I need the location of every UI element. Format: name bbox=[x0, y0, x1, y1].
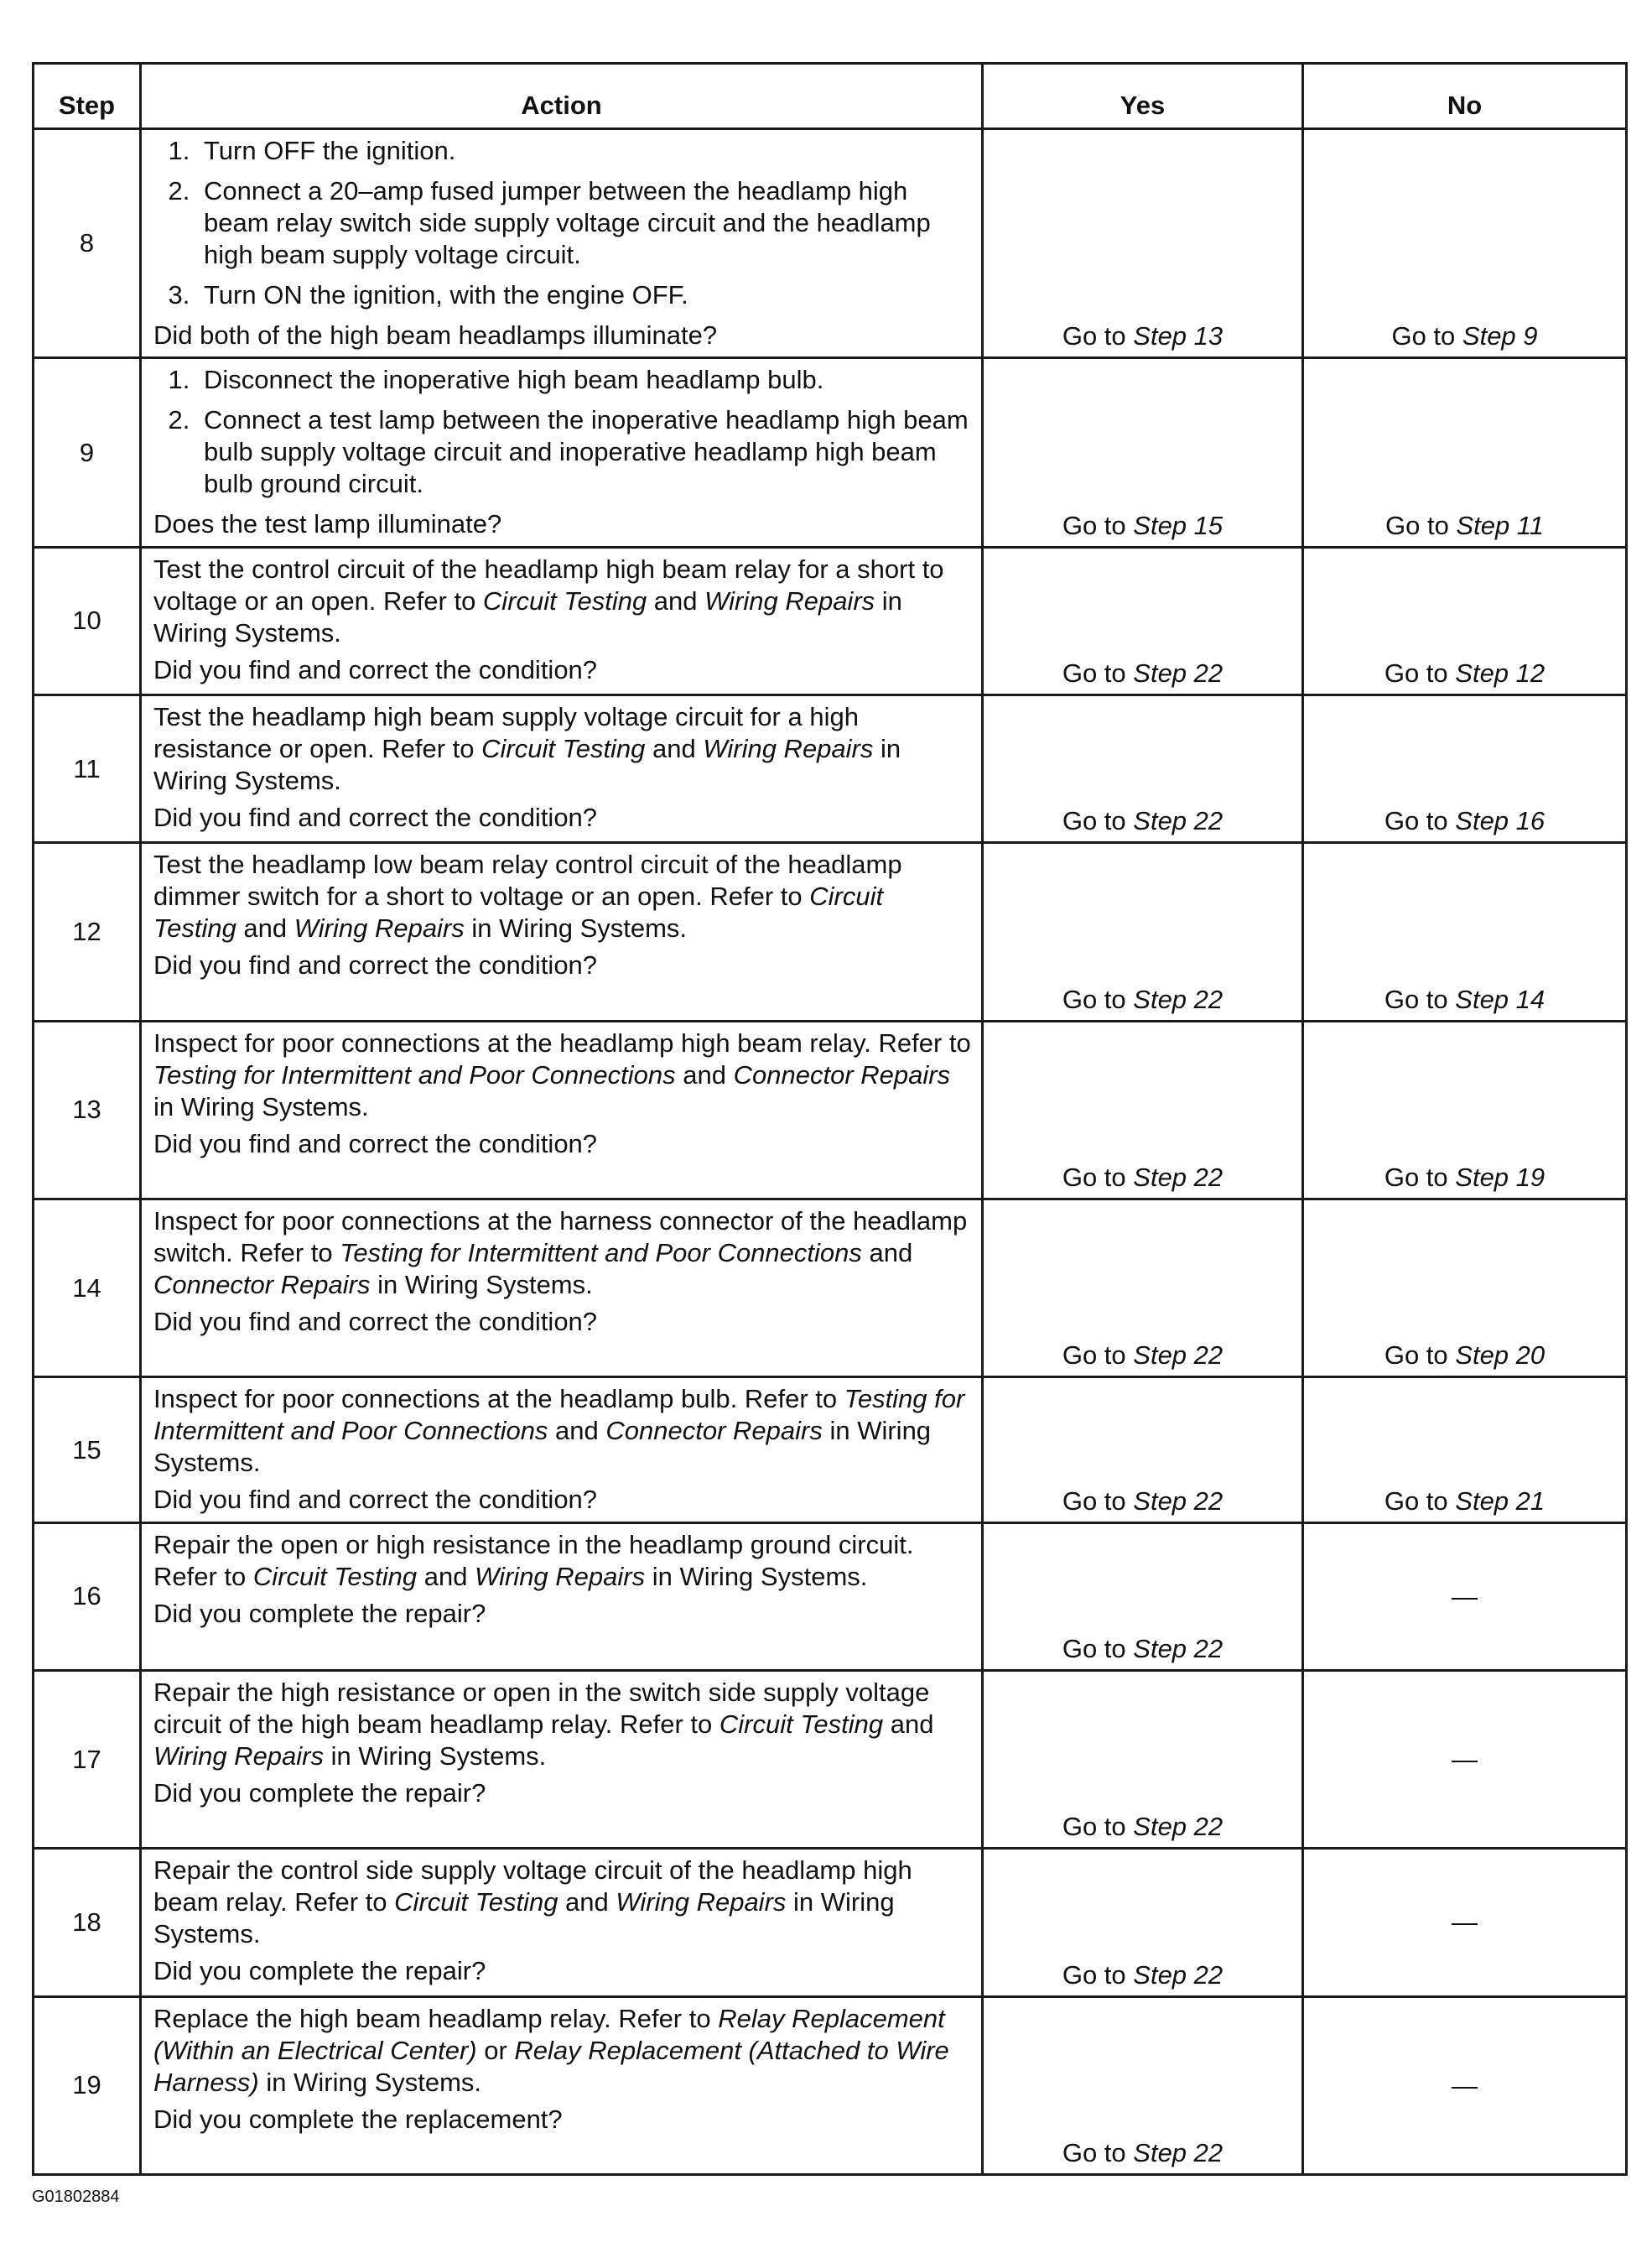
goto-step-link[interactable]: Step 14 bbox=[1455, 984, 1546, 1014]
action-description bbox=[153, 849, 973, 944]
yes-cell bbox=[983, 129, 1303, 358]
reference-link[interactable]: Connector Repairs bbox=[153, 1270, 371, 1300]
yes-column-header: Yes bbox=[983, 64, 1303, 129]
goto-step-link[interactable]: Step 22 bbox=[1133, 1959, 1223, 1990]
goto-step-link[interactable]: Step 9 bbox=[1462, 321, 1538, 351]
action-text: Replace the high beam headlamp relay. Refer to bbox=[153, 2003, 719, 2033]
step-number: 10 bbox=[34, 547, 141, 695]
action-text: Test the headlamp low beam relay control circuit of the headlamp dimmer switch for a short to voltage or an open. Refer to bbox=[153, 850, 902, 912]
action-text: and bbox=[861, 1238, 913, 1268]
goto-step-link[interactable]: Step 15 bbox=[1133, 510, 1223, 540]
action-steps-list bbox=[153, 135, 973, 311]
goto-step-link[interactable]: Step 22 bbox=[1133, 1163, 1223, 1193]
action-text: Inspect for poor connections at the harness connector of the headlamp switch. Refer to bbox=[153, 1206, 968, 1268]
step-number: 17 bbox=[34, 1670, 141, 1848]
goto-prefix: Go to bbox=[1384, 1485, 1456, 1516]
no-cell bbox=[1303, 695, 1627, 843]
action-step-item: 3. Turn ON the ignition, with the engine OFF. bbox=[197, 279, 973, 311]
action-text: and bbox=[558, 1887, 616, 1917]
action-cell bbox=[141, 1199, 983, 1377]
reference-link[interactable]: Connector Repairs bbox=[733, 1059, 951, 1090]
figure-id: G01802884 bbox=[32, 2188, 120, 2206]
goto-step-link[interactable]: Step 19 bbox=[1455, 1163, 1546, 1193]
no-cell bbox=[1303, 1670, 1627, 1848]
reference-link[interactable]: Circuit Testing bbox=[482, 585, 647, 616]
goto-prefix: Go to bbox=[1384, 510, 1457, 540]
action-description bbox=[153, 1677, 973, 1772]
no-cell bbox=[1303, 1377, 1627, 1522]
goto-step-link[interactable]: Step 22 bbox=[1133, 658, 1223, 689]
reference-link[interactable]: Wiring Repairs bbox=[616, 1887, 787, 1917]
action-cell bbox=[141, 358, 983, 547]
reference-link[interactable]: Wiring Repairs bbox=[475, 1561, 646, 1591]
action-step-item: 2. Connect a test lamp between the inoperative headlamp high beam bulb supply voltage circuit and inoperative headlamp high beam bulb ground circuit. bbox=[197, 404, 973, 500]
no-cell bbox=[1303, 1199, 1627, 1377]
action-description bbox=[153, 1205, 973, 1301]
reference-link[interactable]: Testing for Intermittent and Poor Connections bbox=[153, 1059, 676, 1090]
goto-prefix: Go to bbox=[1391, 321, 1462, 351]
action-text: in Wiring Systems. bbox=[258, 2067, 482, 2097]
table-row bbox=[34, 1377, 1627, 1522]
goto-prefix: Go to bbox=[1062, 1163, 1134, 1193]
table-header-row bbox=[34, 64, 1627, 129]
table-row bbox=[34, 1996, 1627, 2174]
goto-step-link[interactable]: Step 16 bbox=[1455, 806, 1546, 836]
action-text: in Wiring Systems. bbox=[324, 1740, 547, 1771]
no-cell bbox=[1303, 547, 1627, 695]
yes-cell bbox=[983, 695, 1303, 843]
step-number: 14 bbox=[34, 1199, 141, 1377]
table-row bbox=[34, 1849, 1627, 1996]
action-text: Inspect for poor connections at the headlamp bulb. Refer to bbox=[153, 1384, 844, 1414]
action-text: and bbox=[645, 734, 704, 764]
goto-step-link[interactable]: Step 21 bbox=[1455, 1485, 1546, 1516]
action-cell bbox=[141, 547, 983, 695]
reference-link[interactable]: Circuit Testing bbox=[394, 1887, 558, 1917]
diagnostic-page bbox=[32, 62, 1625, 2176]
action-text: in Wiring Systems. bbox=[153, 1887, 895, 1949]
action-text: in Wiring Systems. bbox=[645, 1561, 868, 1591]
step-number: 11 bbox=[34, 695, 141, 843]
action-steps-list bbox=[153, 364, 973, 500]
action-description bbox=[153, 701, 973, 797]
action-question: Did you complete the repair? bbox=[153, 1598, 486, 1628]
table-row bbox=[34, 1199, 1627, 1377]
table-row bbox=[34, 1522, 1627, 1670]
no-cell bbox=[1303, 1021, 1627, 1199]
goto-prefix: Go to bbox=[1062, 1485, 1134, 1516]
action-text: in Wiring Systems. bbox=[153, 734, 901, 796]
goto-step-link[interactable]: Step 11 bbox=[1456, 510, 1544, 540]
yes-cell bbox=[983, 1522, 1303, 1670]
step-number: 13 bbox=[34, 1021, 141, 1199]
no-dash: — bbox=[1452, 1581, 1478, 1611]
yes-cell bbox=[983, 358, 1303, 547]
goto-prefix: Go to bbox=[1062, 984, 1134, 1014]
action-text: Inspect for poor connections at the headlamp high beam relay. Refer to bbox=[153, 1028, 971, 1058]
action-cell bbox=[141, 843, 983, 1021]
table-row bbox=[34, 358, 1627, 547]
action-description bbox=[153, 1383, 973, 1479]
goto-prefix: Go to bbox=[1062, 321, 1134, 351]
yes-cell bbox=[983, 1021, 1303, 1199]
reference-link[interactable]: Circuit Testing bbox=[481, 734, 646, 764]
action-question: Did you complete the replacement? bbox=[153, 2104, 563, 2134]
action-question: Did you find and correct the condition? bbox=[153, 654, 598, 684]
action-cell bbox=[141, 1996, 983, 2174]
step-number: 16 bbox=[34, 1522, 141, 1670]
goto-step-link[interactable]: Step 22 bbox=[1133, 984, 1223, 1014]
goto-step-link[interactable]: Step 12 bbox=[1455, 658, 1546, 689]
action-text: in Wiring Systems. bbox=[153, 1091, 369, 1121]
action-description bbox=[153, 554, 973, 649]
table-body bbox=[34, 129, 1627, 2175]
no-cell bbox=[1303, 1849, 1627, 1996]
action-cell bbox=[141, 1522, 983, 1670]
action-step-item: 1. Disconnect the inoperative high beam headlamp bulb. bbox=[197, 364, 973, 396]
action-text: Repair the high resistance or open in the switch side supply voltage circuit of the high beam headlamp relay. Refer to bbox=[153, 1677, 930, 1739]
reference-link[interactable]: Testing for Intermittent and Poor Connections bbox=[153, 1384, 965, 1446]
reference-link[interactable]: Relay Replacement (Attached to Wire Harness) bbox=[153, 2035, 949, 2097]
reference-link[interactable]: Wiring Repairs bbox=[153, 1740, 324, 1771]
goto-step-link[interactable]: Step 22 bbox=[1133, 1485, 1223, 1516]
step-number: 18 bbox=[34, 1849, 141, 1996]
yes-cell bbox=[983, 843, 1303, 1021]
no-cell bbox=[1303, 1996, 1627, 2174]
action-text: Test the control circuit of the headlamp high beam relay for a short to voltage or an open. Refer to bbox=[153, 554, 944, 616]
action-cell bbox=[141, 1021, 983, 1199]
reference-link[interactable]: Circuit Testing bbox=[719, 1709, 884, 1739]
action-text: in Wiring Systems. bbox=[153, 1416, 932, 1478]
yes-cell bbox=[983, 1199, 1303, 1377]
goto-prefix: Go to bbox=[1062, 2138, 1134, 2167]
action-description bbox=[153, 1028, 973, 1123]
reference-link[interactable]: Testing for Intermittent and Poor Connections bbox=[340, 1238, 862, 1268]
action-question: Did you complete the repair? bbox=[153, 1956, 486, 1986]
yes-cell bbox=[983, 1377, 1303, 1522]
reference-link[interactable]: Wiring Repairs bbox=[294, 913, 465, 944]
action-text: and bbox=[417, 1561, 475, 1591]
action-text: in Wiring Systems. bbox=[153, 585, 902, 648]
step-number: 12 bbox=[34, 843, 141, 1021]
goto-prefix: Go to bbox=[1062, 1959, 1134, 1990]
action-description bbox=[153, 2003, 973, 2099]
goto-prefix: Go to bbox=[1384, 806, 1456, 836]
reference-link[interactable]: Circuit Testing bbox=[252, 1561, 418, 1591]
goto-step-link[interactable]: Step 22 bbox=[1133, 1340, 1223, 1371]
goto-step-link[interactable]: Step 22 bbox=[1133, 1633, 1223, 1663]
action-question: Does the test lamp illuminate? bbox=[153, 509, 502, 539]
action-text: and bbox=[883, 1709, 934, 1739]
no-cell bbox=[1303, 843, 1627, 1021]
action-question: Did you complete the repair? bbox=[153, 1777, 486, 1808]
action-question: Did you find and correct the condition? bbox=[153, 1307, 598, 1337]
action-question: Did you find and correct the condition? bbox=[153, 1128, 598, 1158]
goto-prefix: Go to bbox=[1062, 1633, 1134, 1663]
goto-prefix: Go to bbox=[1384, 984, 1456, 1014]
table-row bbox=[34, 1670, 1627, 1848]
yes-cell bbox=[983, 1996, 1303, 2174]
goto-step-link[interactable]: Step 20 bbox=[1455, 1340, 1546, 1371]
action-description bbox=[153, 1529, 973, 1593]
table-row bbox=[34, 547, 1627, 695]
no-column-header: No bbox=[1303, 64, 1627, 129]
no-dash: — bbox=[1452, 1745, 1478, 1775]
no-cell bbox=[1303, 1522, 1627, 1670]
table-row bbox=[34, 695, 1627, 843]
action-cell bbox=[141, 129, 983, 358]
goto-step-link[interactable]: Step 22 bbox=[1133, 806, 1223, 836]
table-row bbox=[34, 843, 1627, 1021]
action-cell bbox=[141, 1849, 983, 1996]
action-text: and bbox=[647, 585, 705, 616]
action-text: in Wiring Systems. bbox=[370, 1270, 593, 1300]
goto-prefix: Go to bbox=[1062, 510, 1134, 540]
no-dash: — bbox=[1452, 1907, 1478, 1938]
no-cell bbox=[1303, 129, 1627, 358]
action-step-item: 2. Connect a 20–amp fused jumper between the headlamp high beam relay switch side supply voltage circuit and the headlamp high beam supply voltage circuit. bbox=[197, 175, 973, 271]
action-cell bbox=[141, 1377, 983, 1522]
action-column-header: Action bbox=[141, 64, 983, 129]
yes-cell bbox=[983, 1849, 1303, 1996]
diagnostic-table bbox=[32, 62, 1628, 2176]
action-cell bbox=[141, 1670, 983, 1848]
step-column-header: Step bbox=[34, 64, 141, 129]
goto-prefix: Go to bbox=[1384, 1340, 1456, 1371]
step-number: 19 bbox=[34, 1996, 141, 2174]
goto-step-link[interactable]: Step 22 bbox=[1133, 1812, 1223, 1842]
action-question: Did you find and correct the condition? bbox=[153, 1485, 598, 1515]
action-text: in Wiring Systems. bbox=[464, 913, 688, 944]
action-text: and bbox=[675, 1059, 734, 1090]
goto-step-link[interactable]: Step 13 bbox=[1133, 321, 1223, 351]
action-text: and bbox=[548, 1416, 606, 1446]
action-text: or bbox=[476, 2035, 515, 2065]
action-text: and bbox=[236, 913, 294, 944]
reference-link[interactable]: Relay Replacement (Within an Electrical Center) bbox=[153, 2003, 945, 2065]
action-step-item: 1. Turn OFF the ignition. bbox=[197, 135, 973, 167]
goto-prefix: Go to bbox=[1062, 658, 1134, 689]
action-text: Repair the open or high resistance in the headlamp ground circuit. Refer to bbox=[153, 1529, 914, 1591]
step-number: 15 bbox=[34, 1377, 141, 1522]
reference-link[interactable]: Wiring Repairs bbox=[704, 585, 875, 616]
goto-prefix: Go to bbox=[1384, 658, 1456, 689]
goto-prefix: Go to bbox=[1062, 1812, 1134, 1842]
action-question: Did you find and correct the condition? bbox=[153, 803, 598, 833]
goto-prefix: Go to bbox=[1062, 806, 1134, 836]
goto-step-link[interactable]: Step 22 bbox=[1133, 2138, 1223, 2167]
action-description bbox=[153, 1855, 973, 1950]
goto-prefix: Go to bbox=[1384, 1163, 1456, 1193]
reference-link[interactable]: Wiring Repairs bbox=[703, 734, 874, 764]
step-number: 8 bbox=[34, 129, 141, 358]
action-cell bbox=[141, 695, 983, 843]
reference-link[interactable]: Circuit Testing bbox=[153, 882, 884, 944]
no-cell bbox=[1303, 358, 1627, 547]
reference-link[interactable]: Connector Repairs bbox=[605, 1416, 823, 1446]
yes-cell bbox=[983, 547, 1303, 695]
action-text: Repair the control side supply voltage circuit of the headlamp high beam relay. Refer to bbox=[153, 1855, 912, 1917]
action-text: Test the headlamp high beam supply voltage circuit for a high resistance or open. Refer to bbox=[153, 702, 859, 764]
action-question: Did both of the high beam headlamps illuminate? bbox=[153, 320, 718, 350]
step-number: 9 bbox=[34, 358, 141, 547]
goto-prefix: Go to bbox=[1062, 1340, 1134, 1371]
no-dash: — bbox=[1452, 2070, 1478, 2100]
action-question: Did you find and correct the condition? bbox=[153, 950, 598, 981]
table-row bbox=[34, 1021, 1627, 1199]
yes-cell bbox=[983, 1670, 1303, 1848]
table-row bbox=[34, 129, 1627, 358]
